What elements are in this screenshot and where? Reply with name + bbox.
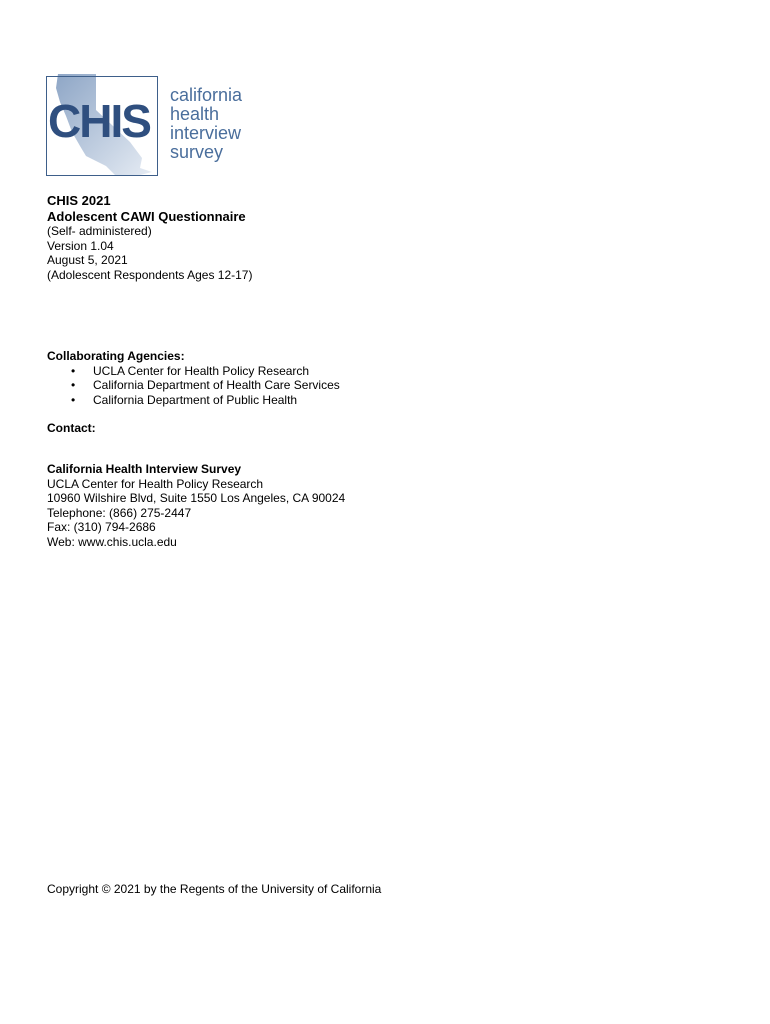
contact-line: 10960 Wilshire Blvd, Suite 1550 Los Angeles, CA 90024: [47, 491, 346, 505]
list-item: [47, 364, 340, 379]
document-title: CHIS 2021: [47, 193, 111, 208]
logo-word: interview: [170, 123, 242, 143]
agency-name: California Department of Health Care Services: [93, 378, 340, 393]
copyright-notice: Copyright © 2021 by the Regents of the University of California: [47, 882, 382, 896]
logo-wordmark: [170, 86, 242, 162]
agencies-list: [47, 364, 340, 408]
contact-line: Telephone: (866) 275-2447: [47, 505, 192, 520]
bullet-icon: •: [71, 363, 76, 378]
list-item: [47, 378, 340, 393]
agencies-section: [47, 349, 340, 408]
bullet-icon: •: [71, 393, 76, 408]
logo-word: survey: [170, 142, 224, 162]
agency-name: UCLA Center for Health Policy Research: [93, 363, 310, 378]
contact-line: Web: www.chis.ucla.edu: [47, 534, 177, 549]
contact-line: UCLA Center for Health Policy Research: [47, 476, 264, 491]
chis-logo: [46, 72, 258, 178]
list-item: [47, 393, 340, 408]
detail-line: (Adolescent Respondents Ages 12-17): [47, 267, 253, 282]
contact-details: [47, 462, 345, 549]
logo-word: california: [170, 85, 243, 105]
detail-line: August 5, 2021: [47, 253, 128, 267]
bullet-icon: •: [71, 378, 76, 393]
contact-org: California Health Interview Survey: [47, 462, 242, 476]
agency-name: California Department of Public Health: [93, 393, 298, 408]
logo-acronym: CHIS: [48, 95, 150, 147]
logo-word: health: [170, 104, 220, 124]
detail-line: Version 1.04: [47, 238, 114, 253]
title-block: [47, 193, 252, 282]
document-subtitle: Adolescent CAWI Questionnaire: [47, 208, 246, 224]
agencies-heading: Collaborating Agencies:: [47, 349, 185, 363]
detail-line: (Self- administered): [47, 224, 152, 238]
contact-heading: Contact:: [47, 421, 96, 435]
contact-line: Fax: (310) 794-2686: [47, 520, 156, 534]
